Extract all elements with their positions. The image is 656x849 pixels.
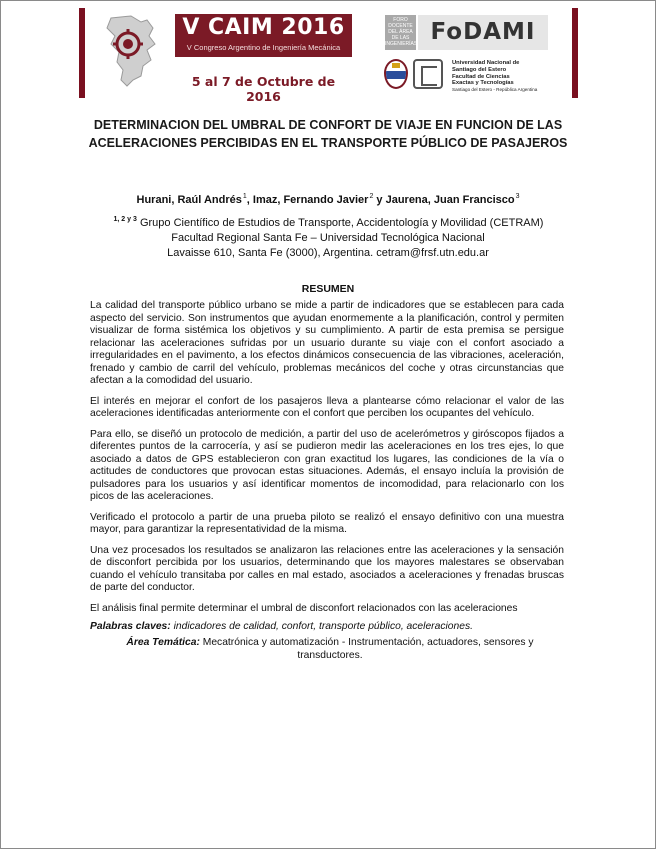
event-dates: 5 al 7 de Octubre de 2016 [191,74,336,104]
keywords-value: indicadores de calidad, confort, transporte público, aceleraciones. [173,621,473,632]
affiliation-address: Lavaisse 610, Santa Fe (3000), Argentina. cetram@frsf.utn.edu.ar [167,247,489,259]
affiliation-faculty: Facultad Regional Santa Fe – Universidad Tecnológica Nacional [171,232,485,244]
keywords [90,620,564,633]
author-separator: y [373,194,386,206]
event-subtitle: V Congreso Argentino de Ingeniería Mecánica [186,43,341,52]
thematic-area-label: Área Temática: [126,637,200,648]
foro-docente-badge: FORO DOCENTE DEL ÁREA DE LAS INGENIERÍAS [385,15,416,50]
abstract-body [90,300,564,623]
author-affiliation-mark: 3 [515,193,520,200]
author-separator: , [246,194,250,206]
author-list [80,193,576,206]
author-affiliation-mark: 2 [369,193,374,200]
university-line: Universidad Nacional de [452,60,520,66]
keywords-label: Palabras claves: [90,621,171,632]
affiliation-line [80,212,576,231]
university-line: Facultad de Ciencias [452,73,510,80]
caim-banner [175,14,352,57]
author-affiliation-mark: 1 [242,193,247,200]
argentina-map-logo [97,14,159,88]
affiliation-mark: 1, 2 y 3 [113,216,137,223]
abstract-paragraph: Para ello, se diseñó un protocolo de medición, a partir del uso de acelerómetros y giróscopos fijados a diferentes puntos de la carrocería, y así se pudieron medir las aceleraciones en los tres ejes, lo que asociado a datos de GPS establecieron con gran exactitud los lugares, las condiciones de la vía o actitudes de conductores que provocan estas situaciones. Además, el ensayo incluía la provisión de pulsadores para los usuarios y así identificar momentos de incomodidad, para relacionarlo con los picos de las aceleraciones. [90,428,564,502]
abstract-paragraph: El interés en mejorar el confort de los pasajeros lleva a plantearse cómo relacionar el valor de las aceleraciones identificadas anteriormente con el confort que perciben los ocupantes del vehículo. [90,395,564,419]
header-left-accent-bar [79,8,85,98]
faculty-logo-icon [413,59,443,89]
thematic-area [110,636,550,662]
author-name: Jaurena, Juan Francisco [385,194,515,206]
university-line: Exactas y Tecnologías [452,80,514,87]
abstract-paragraph: El análisis final permite determinar el umbral de disconfort relacionados con las aceleraciones [90,602,518,614]
abstract-paragraph: Verificado el protocolo a partir de una prueba piloto se realizó el ensayo definitivo con una muestra mayor, para garantizar la representatividad de la misma. [90,511,564,535]
abstract-heading: RESUMEN [301,283,355,295]
affiliation-group: Grupo Científico de Estudios de Transporte, Accidentología y Movilidad (CETRAM) [139,217,544,229]
university-text [452,60,577,94]
paper-title: DETERMINACION DEL UMBRAL DE CONFORT DE VIAJE EN FUNCION DE LAS ACELERACIONES PERCIBIDAS EN EL TRANSPORTE PÚBLICO DE PASAJEROS [88,118,568,150]
university-line: Santiago del Estero [452,66,507,73]
author-name: Imaz, Fernando Javier [252,194,369,206]
affiliation [80,212,576,261]
author-name: Hurani, Raúl Andrés [136,194,242,206]
abstract-paragraph: Una vez procesados los resultados se analizaron las relaciones entre las aceleraciones y la sensación de disconfort percibida por los usuarios, determinando que los mayores malestares se observaban cuando el vehículo transitaba por calles en mal estado, asociados a aceleraciones y frenadas bruscas de parte del conductor. [90,544,564,593]
thematic-area-value: Mecatrónica y automatización - Instrumentación, actuadores, sensores y transductores. [202,637,534,661]
fodami-logo: FoDAMI [418,15,548,50]
university-location: Santiago del Estero - República Argentina [452,87,538,93]
abstract-paragraph: La calidad del transporte público urbano se mide a partir de indicadores que se establecen para cada aspecto del servicio. Son instrumentos que ayudan enormemente a la planificación, control y permiten visualizar de forma sistémica los objetivos y su cumplimiento. A partir de esta premisa se persigue relacionar las aceleraciones sufridas por un usuario durante su viaje con el confort asociado a irregularidades en el pavimento, a los efectos dinámicos consecuencia de las vibraciones, aceleración, frenado y cambio de carril del vehículo, problemas mecánicos del coche y otras circunstancias que afectan a la comodidad del usuario. [90,300,564,386]
event-title: V CAIM 2016 [182,15,345,40]
